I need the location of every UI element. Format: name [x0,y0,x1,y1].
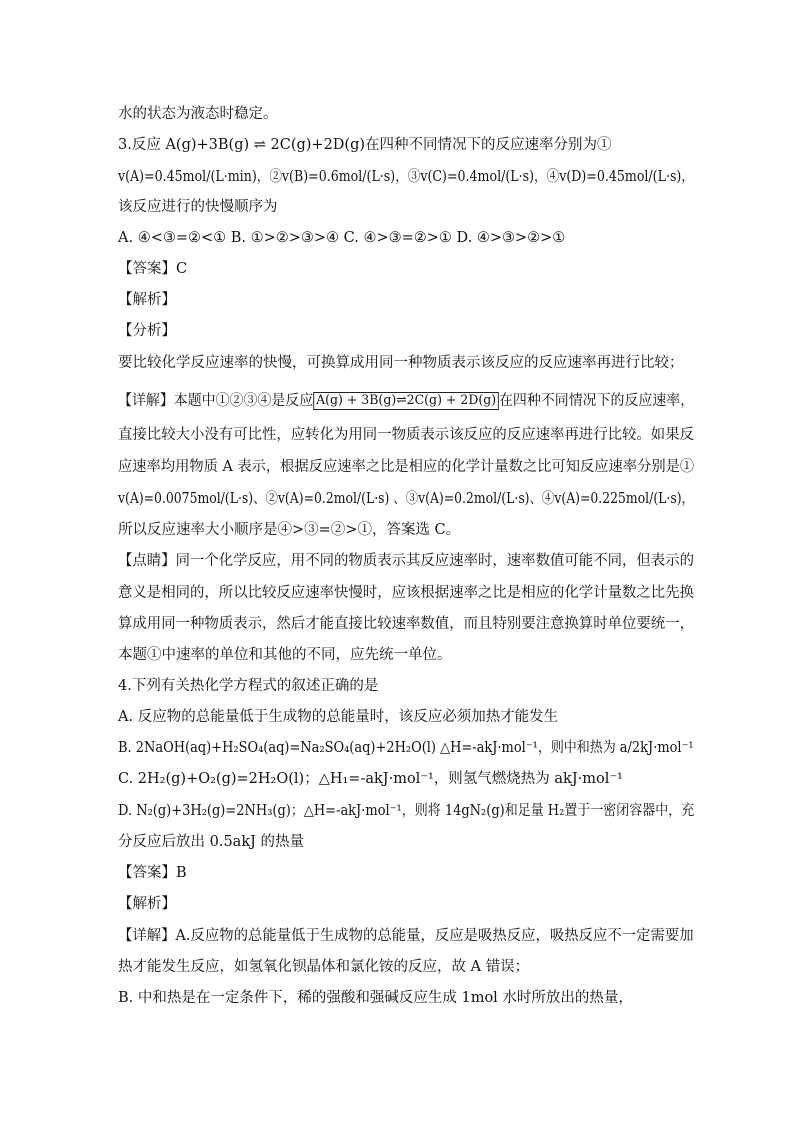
detail-suffix: 在四种不同情况下的反应速率， [498,393,695,409]
text-line: 热才能发生反应，如氢氧化钡晶体和氯化铵的反应，故 A 错误； [118,959,530,975]
answer-label: 【答案】B [118,865,187,881]
analysis-sub-label: 【分析】 [118,323,176,339]
text-line: 算成用同一种物质表示，然后才能直接比较速率数值，而且特别要注意换算时单位要统一， [118,616,694,632]
equation-box: A(g) + 3B(g)⇌2C(g) + 2D(g) [313,392,499,410]
question-4-option-a: A. 反应物的总能量低于生成物的总能量时，该反应必须加热才能发生 [118,709,559,725]
tip-line: 【点睛】同一个化学反应，用不同的物质表示其反应速率时，速率数值可能不同，但表示的 [118,553,694,569]
text-line: 本题①中速率的单位和其他的不同，应先统一单位。 [118,647,452,663]
analysis-label: 【解析】 [118,292,176,308]
question-4-option-c: C. 2H₂(g)+O₂(g)=2H₂O(l)；△H₁=-akJ·mol⁻¹，则氢气燃烧热为 akJ·mol⁻¹ [118,771,623,787]
question-3-options: A. ④<③=②<① B. ①>②>③>④ C. ④>③=②>① D. ④>③>②>① [118,230,566,246]
detail-prefix: 【详解】本题中①②③④是反应 [118,393,314,409]
text-line: 意义是相同的，所以比较反应速率快慢时，应该根据速率之比是相应的化学计量数之比先换 [118,585,694,601]
text-line: 应速率均用物质 A 表示，根据反应速率之比是相应的化学计量数之比可知反应速率分别是① [118,459,695,475]
text-line: 直接比较大小没有可比性，应转化为用同一物质表示该反应的反应速率再进行比较。如果反 [118,427,694,443]
analysis-text: 要比较化学反应速率的快慢，可换算成用同一种物质表示该反应的反应速率再进行比较； [118,355,684,371]
question-4-stem: 4.下列有关热化学方程式的叙述正确的是 [118,678,379,694]
text-line: 分反应后放出 0.5akJ 的热量 [118,834,305,850]
text-line: 所以反应速率大小顺序是④>③=②>①，答案选 C。 [118,522,461,538]
text-line: v(A)=0.0075mol/(L·s)、②v(A)=0.2mol/(L·s) 、③v(A)=0.2mol/(L·s)、④v(A)=0.225mol/(L·s)， [118,491,694,507]
question-4-option-b: B. 2NaOH(aq)+H₂SO₄(aq)=Na₂SO₄(aq)+2H₂O(l) △H=-akJ·mol⁻¹，则中和热为 a/2kJ·mol⁻¹ [118,740,694,756]
text-line: B. 中和热是在一定条件下，稀的强酸和强碱反应生成 1mol 水时所放出的热量， [118,990,633,1006]
question-4-option-d: D. N₂(g)+3H₂(g)=2NH₃(g)；△H=-akJ·mol⁻¹，则将 14gN₂(g)和足量 H₂置于一密闭容器中，充 [118,803,695,819]
detail-line [118,391,694,411]
question-3-stem: 3.反应 A(g)+3B(g) ⇌ 2C(g)+2D(g)在四种不同情况下的反应速率分别为① [118,137,612,153]
text-line: 水的状态为液态时稳定。 [118,106,278,122]
analysis-label: 【解析】 [118,896,176,912]
question-3-prompt: 该反应进行的快慢顺序为 [118,199,278,215]
detail-line: 【详解】A.反应物的总能量低于生成物的总能量，反应是吸热反应，吸热反应不一定需要加 [118,928,694,944]
answer-label: 【答案】C [118,261,188,277]
question-3-rates: v(A)=0.45mol/(L·min)，②v(B)=0.6mol/(L·s)，③v(C)=0.4mol/(L·s)，④v(D)=0.45mol/(L·s)， [118,169,694,185]
